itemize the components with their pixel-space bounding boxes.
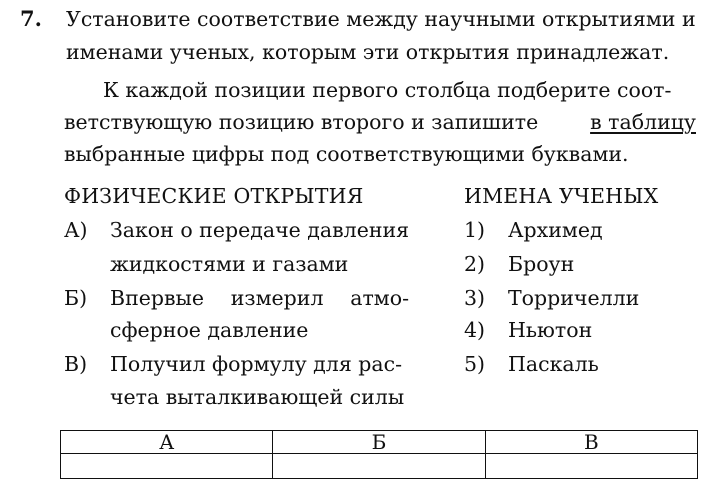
instruction-line-1: К каждой позиции первого столбца подберите соот- xyxy=(103,78,672,102)
answer-cell-b[interactable] xyxy=(273,454,485,479)
left-item-label-c: В) xyxy=(64,352,88,376)
right-item-name-4: Ньютон xyxy=(508,318,593,342)
right-item-num-2: 2) xyxy=(464,252,486,276)
right-item-name-3: Торричелли xyxy=(508,286,640,310)
right-column-header: ИМЕНА УЧЕНЫХ xyxy=(464,184,659,208)
right-item-num-4: 4) xyxy=(464,318,486,342)
answer-cell-c[interactable] xyxy=(485,454,697,479)
right-item-name-5: Паскаль xyxy=(508,352,599,376)
left-column-header: ФИЗИЧЕСКИЕ ОТКРЫТИЯ xyxy=(64,184,364,208)
right-item-num-5: 5) xyxy=(464,352,486,376)
right-item-num-3: 3) xyxy=(464,286,486,310)
left-item-label-a: А) xyxy=(64,218,88,242)
table-reference: в таблицу xyxy=(590,110,696,134)
instruction-line-2 xyxy=(64,112,696,133)
left-item-b-line-1 xyxy=(110,288,409,309)
left-item-c-line-1: Получил формулу для рас- xyxy=(110,352,403,376)
right-item-num-1: 1) xyxy=(464,218,486,242)
left-item-label-b: Б) xyxy=(64,286,88,310)
task-text-line-2: именами ученых, которым эти открытия принадлежат. xyxy=(66,40,670,64)
instruction-line-3: выбранные цифры под соответствующими буквами. xyxy=(64,142,629,166)
answer-header-c: В xyxy=(485,431,697,454)
left-item-a-line-2: жидкостями и газами xyxy=(110,252,349,276)
left-item-b-word-1: Впервые xyxy=(110,286,204,310)
left-item-a-line-1: Закон о передаче давления xyxy=(110,218,410,242)
right-item-name-1: Архимед xyxy=(508,218,603,242)
answer-table-header-row xyxy=(61,431,698,454)
left-item-c-line-2: чета выталкивающей силы xyxy=(110,385,405,409)
answer-table-input-row xyxy=(61,454,698,479)
answer-cell-a[interactable] xyxy=(61,454,273,479)
left-item-b-word-3: атмо- xyxy=(350,286,409,310)
task-number: 7. xyxy=(20,6,42,31)
answer-table xyxy=(60,430,698,479)
left-item-b-word-2: измерил xyxy=(230,286,324,310)
instruction-line-2-text: ветствующую позицию второго и запишите xyxy=(64,110,539,134)
answer-header-a: А xyxy=(61,431,273,454)
answer-header-b: Б xyxy=(273,431,485,454)
right-item-name-2: Броун xyxy=(508,252,575,276)
task-text-line-1: Установите соответствие между научными открытиями и xyxy=(66,7,696,31)
left-item-b-line-2: сферное давление xyxy=(110,318,309,342)
